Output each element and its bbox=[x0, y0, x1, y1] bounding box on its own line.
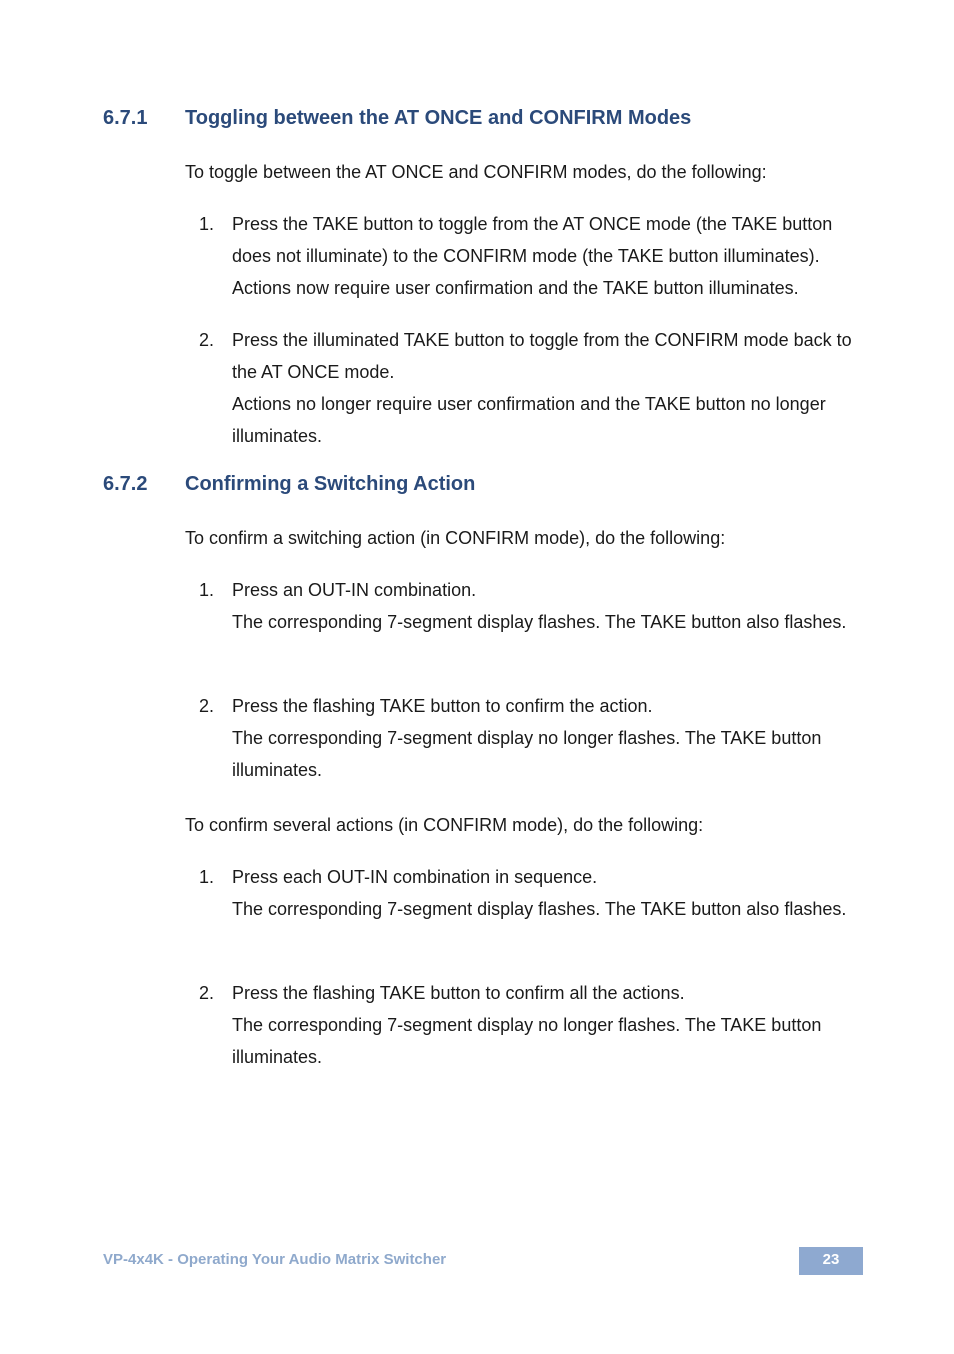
section-heading-6-7-2 bbox=[103, 472, 475, 496]
list-item bbox=[199, 574, 859, 638]
step-text: Press each OUT-IN combination in sequence. bbox=[232, 867, 598, 887]
step-text: Press the TAKE button to toggle from the AT ONCE mode (the TAKE button does not illuminate) to the CONFIRM mode (the TAKE button illuminates). bbox=[232, 214, 833, 266]
section-intro: To confirm a switching action (in CONFIRM mode), do the following: bbox=[185, 528, 726, 548]
page-number-badge: 23 bbox=[799, 1247, 863, 1275]
section-title: Confirming a Switching Action bbox=[185, 473, 476, 495]
section-title: Toggling between the AT ONCE and CONFIRM Modes bbox=[185, 107, 692, 129]
section-number: 6.7.1 bbox=[103, 107, 148, 129]
list-item bbox=[199, 690, 859, 786]
list-item bbox=[199, 208, 859, 304]
step-text: Press the illuminated TAKE button to toggle from the CONFIRM mode back to the AT ONCE mode. bbox=[232, 330, 852, 382]
list-item bbox=[199, 977, 859, 1073]
step-text: Press an OUT-IN combination. bbox=[232, 580, 477, 600]
step-result: The corresponding 7-segment display flashes. The TAKE button also flashes. bbox=[232, 612, 847, 632]
step-text: Press the flashing TAKE button to confirm all the actions. bbox=[232, 983, 685, 1003]
step-text: Press the flashing TAKE button to confirm the action. bbox=[232, 696, 653, 716]
step-result: The corresponding 7-segment display no longer flashes. The TAKE button illuminates. bbox=[232, 1015, 822, 1067]
step-result: Actions now require user confirmation and the TAKE button illuminates. bbox=[232, 278, 799, 298]
step-number: 2. bbox=[199, 983, 215, 1003]
section-intro: To confirm several actions (in CONFIRM mode), do the following: bbox=[185, 815, 704, 835]
list-item bbox=[199, 861, 859, 925]
step-number: 2. bbox=[199, 330, 215, 350]
step-number: 1. bbox=[199, 214, 215, 234]
footer-title: VP-4x4K - Operating Your Audio Matrix Switcher bbox=[103, 1251, 447, 1268]
step-number: 1. bbox=[199, 580, 215, 600]
section-intro: To toggle between the AT ONCE and CONFIRM modes, do the following: bbox=[185, 162, 767, 182]
step-number: 1. bbox=[199, 867, 215, 887]
section-number: 6.7.2 bbox=[103, 473, 148, 495]
step-result: Actions no longer require user confirmation and the TAKE button no longer illuminates. bbox=[232, 394, 826, 446]
list-item bbox=[199, 324, 859, 452]
step-result: The corresponding 7-segment display no longer flashes. The TAKE button illuminates. bbox=[232, 728, 822, 780]
step-result: The corresponding 7-segment display flashes. The TAKE button also flashes. bbox=[232, 899, 847, 919]
step-number: 2. bbox=[199, 696, 215, 716]
section-heading-6-7-1 bbox=[103, 106, 691, 130]
